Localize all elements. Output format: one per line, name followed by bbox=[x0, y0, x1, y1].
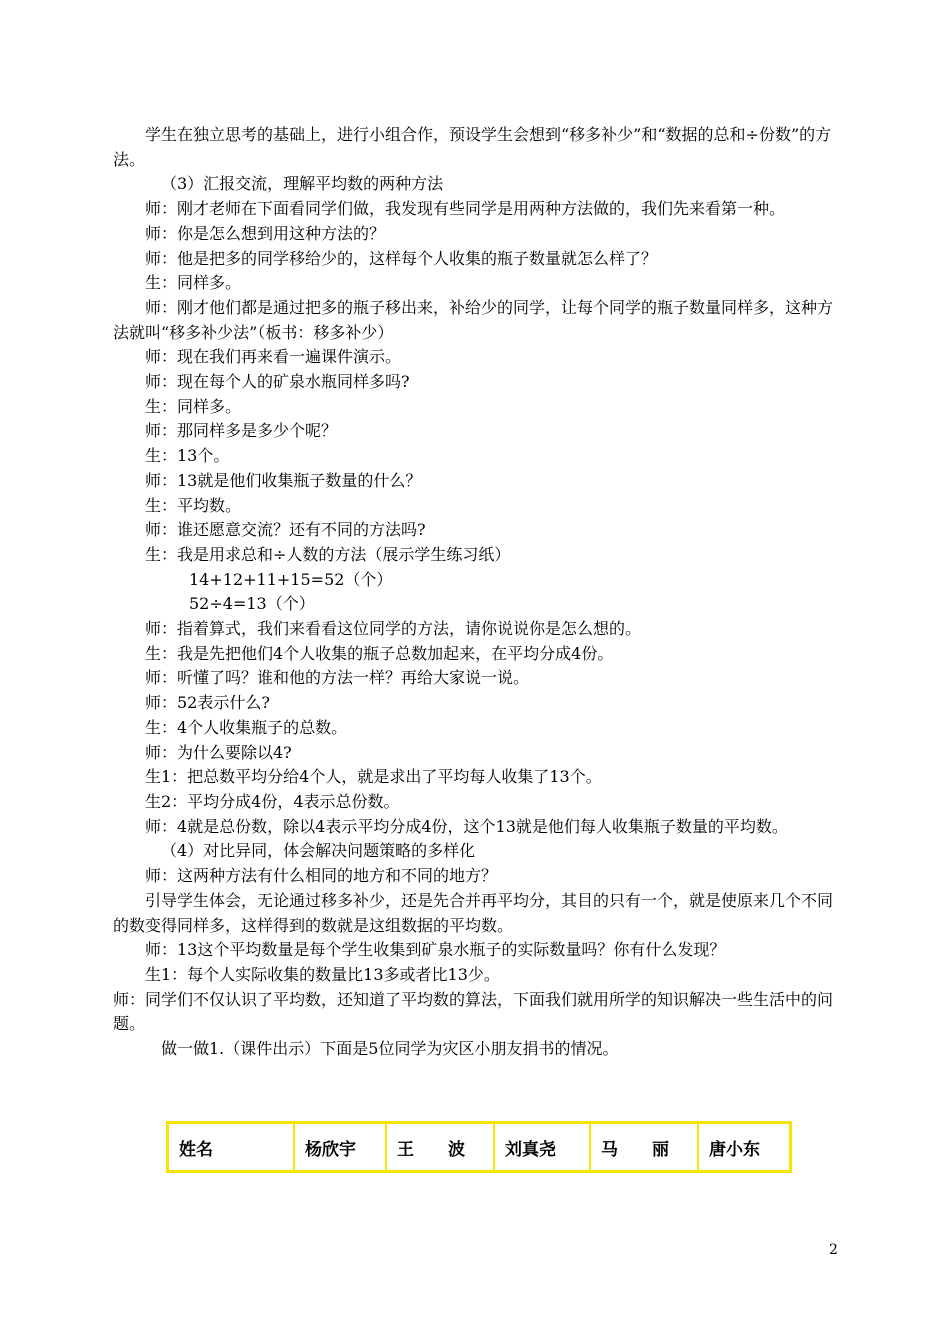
document-body bbox=[113, 123, 841, 1062]
paragraph: 生：同样多。 bbox=[145, 396, 242, 416]
table-cell-name: 马 丽 bbox=[590, 1123, 698, 1172]
paragraph: 师：现在每个人的矿泉水瓶同样多吗? bbox=[145, 372, 410, 392]
paragraph: 师：刚才他们都是通过把多的瓶子移出来，补给少的同学，让每个同学的瓶子数量同样多，这种方法就叫“移多补少法”（板书：移多补少） bbox=[113, 297, 834, 342]
paragraph: 生：平均数。 bbox=[145, 495, 242, 515]
paragraph: 师：他是把多的同学移给少的，这样每个人收集的瓶子数量就怎么样了？ bbox=[145, 248, 658, 268]
paragraph: 师：你是怎么想到用这种方法的？ bbox=[145, 223, 386, 243]
paragraph: 师：13就是他们收集瓶子数量的什么？ bbox=[145, 470, 422, 490]
paragraph: 生2：平均分成4份，4表示总份数。 bbox=[145, 791, 400, 811]
paragraph: 14+12+11+15=52（个） bbox=[189, 569, 393, 589]
paragraph: 师：4就是总份数，除以4表示平均分成4份，这个13就是他们每人收集瓶子数量的平均数。 bbox=[145, 816, 788, 836]
paragraph: 生：我是先把他们4个人收集的瓶子总数加起来，在平均分成4份。 bbox=[145, 643, 614, 663]
paragraph: 师：那同样多是多少个呢？ bbox=[145, 421, 338, 441]
paragraph: 师：现在我们再来看一遍课件演示。 bbox=[145, 347, 402, 367]
paragraph: 生1：每个人实际收集的数量比13多或者比13少。 bbox=[145, 964, 500, 984]
paragraph: 师：为什么要除以4? bbox=[145, 742, 292, 762]
paragraph: （3）汇报交流，理解平均数的两种方法 bbox=[161, 174, 444, 194]
paragraph: 师：听懂了吗？谁和他的方法一样？再给大家说一说。 bbox=[145, 668, 530, 688]
table-cell-name: 刘真尧 bbox=[494, 1123, 590, 1172]
paragraph: 生：4个人收集瓶子的总数。 bbox=[145, 717, 348, 737]
table-cell-name: 唐小东 bbox=[698, 1123, 791, 1172]
table-cell-name: 王 波 bbox=[386, 1123, 494, 1172]
paragraph: 学生在独立思考的基础上，进行小组合作，预设学生会想到“移多补少”和“数据的总和÷份数”的方法。 bbox=[113, 125, 832, 169]
paragraph: 52÷4=13（个） bbox=[189, 594, 315, 614]
page-number: 2 bbox=[829, 1242, 838, 1258]
paragraph: 师：52表示什么? bbox=[145, 693, 270, 713]
donation-table-wrap bbox=[166, 1121, 792, 1173]
table-header-name: 姓名 bbox=[168, 1123, 295, 1172]
table-cell-name: 杨欣宇 bbox=[294, 1123, 386, 1172]
paragraph: 师：指着算式，我们来看看这位同学的方法，请你说说你是怎么想的。 bbox=[145, 619, 642, 639]
paragraph: 师：同学们不仅认识了平均数，还知道了平均数的算法，下面我们就用所学的知识解决一些生活中的问题。 bbox=[113, 989, 834, 1034]
table-row bbox=[168, 1123, 791, 1172]
paragraph: 师：13这个平均数量是每个学生收集到矿泉水瓶子的实际数量吗？你有什么发现？ bbox=[145, 940, 726, 960]
paragraph: 师：这两种方法有什么相同的地方和不同的地方？ bbox=[145, 866, 498, 886]
paragraph: 做一做1.（课件出示）下面是5位同学为灾区小朋友捐书的情况。 bbox=[161, 1039, 619, 1059]
donation-table bbox=[166, 1121, 792, 1173]
paragraph: 师：谁还愿意交流？还有不同的方法吗? bbox=[145, 520, 426, 540]
paragraph: 生：13个。 bbox=[145, 446, 230, 466]
paragraph: 生：我是用求总和÷人数的方法（展示学生练习纸） bbox=[145, 544, 511, 564]
paragraph: 生1：把总数平均分给4个人，就是求出了平均每人收集了13个。 bbox=[145, 767, 602, 787]
paragraph: 师：刚才老师在下面看同学们做，我发现有些同学是用两种方法做的，我们先来看第一种。 bbox=[145, 199, 786, 219]
paragraph: 引导学生体会，无论通过移多补少，还是先合并再平均分，其目的只有一个，就是使原来几个不同的数变得同样多，这样得到的数就是这组数据的平均数。 bbox=[113, 890, 834, 935]
paragraph: （4）对比异同，体会解决问题策略的多样化 bbox=[161, 841, 476, 861]
paragraph: 生：同样多。 bbox=[145, 273, 242, 293]
